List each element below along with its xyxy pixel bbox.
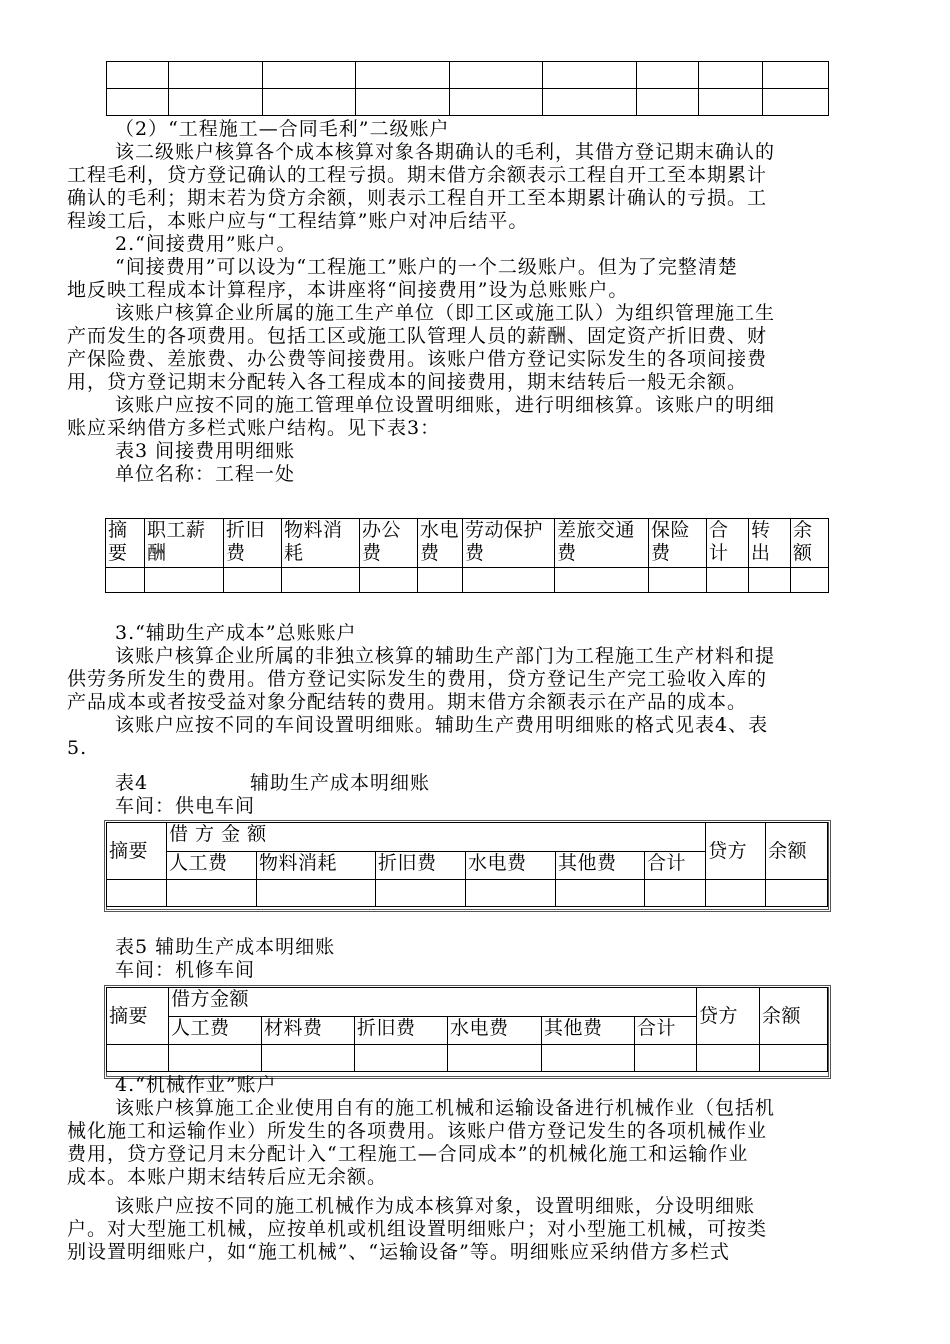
summary-header: 摘要 <box>107 823 167 880</box>
continued-table <box>106 61 829 116</box>
table3-indirect-cost <box>105 518 829 593</box>
paragraph-line: “间接费用”可以设为“工程施工”账户的一个二级账户。但为了完整清楚 <box>115 256 738 278</box>
header-cell: 合计 <box>707 519 749 568</box>
header-cell: 其他费 <box>542 1016 635 1045</box>
paragraph-line: 别设置明细账户，如“施工机械”、“运输设备”等。明细账应采纳借方多栏式 <box>67 1241 730 1263</box>
table-row <box>107 89 829 116</box>
paragraph-line: 程竣工后，本账户应与“工程结算”账户对冲后结平。 <box>67 210 529 232</box>
paragraph-line: 成本。本账户期末结转后应无余额。 <box>67 1166 388 1188</box>
table4-workshop: 车间：供电车间 <box>115 795 256 817</box>
paragraph-line: 确认的毛利；期末若为贷方余额，则表示工程自开工至本期累计确认的亏损。工 <box>67 187 768 209</box>
header-cell: 合计 <box>635 1016 697 1045</box>
balance-header: 余额 <box>766 823 828 880</box>
table-row <box>107 880 828 907</box>
header-cell: 余额 <box>791 519 829 568</box>
paragraph-line: 该账户应按不同的车间设置明细账。辅助生产费用明细账的格式见表4、表 <box>115 714 769 736</box>
table5-aux-cost-repair <box>106 987 828 1072</box>
header-cell: 人工费 <box>167 851 257 880</box>
paragraph-line <box>67 1264 850 1287</box>
header-cell: 摘要 <box>106 519 145 568</box>
header-cell: 其他费 <box>556 851 645 880</box>
header-cell: 物料消耗 <box>282 519 360 568</box>
paragraph-line: 产品成本或者按受益对象分配结转的费用。期末借方余额表示在产品的成本。 <box>67 691 748 713</box>
credit-header: 贷方 <box>697 988 760 1045</box>
header-cell: 合计 <box>645 851 706 880</box>
paragraph-line: 地反映工程成本计算程序，本讲座将“间接费用”设为总账账户。 <box>67 279 629 301</box>
text-block-c <box>67 1074 850 1287</box>
table4-caption-number: 表4 <box>115 772 149 794</box>
paragraph-line: 5. <box>67 737 88 759</box>
debit-amount-header: 借方金额 <box>169 988 697 1017</box>
table-header-row <box>106 519 829 568</box>
subheading-indirect-cost: 2.“间接费用”账户。 <box>115 233 297 255</box>
table5-workshop: 车间：机修车间 <box>115 959 256 981</box>
paragraph-line: 产而发生的各项费用。包括工区或施工队管理人员的薪酬、固定资产折旧费、财 <box>67 325 768 347</box>
header-cell: 职工薪酬 <box>145 519 224 568</box>
paragraph-line: 用，贷方登记期末分配转入各工程成本的间接费用，期末结转后一般无余额。 <box>67 371 748 393</box>
paragraph-line: 工程毛利，贷方登记确认的工程亏损。期末借方余额表示工程自开工至本期累计 <box>67 164 768 186</box>
header-cell: 差旅交通费 <box>555 519 649 568</box>
paragraph-line: 账应采纳借方多栏式账户结构。见下表3： <box>67 417 441 439</box>
header-cell: 水电费 <box>448 1016 542 1045</box>
subheading-contract-margin: （2）“工程施工—合同毛利”二级账户 <box>115 118 450 140</box>
header-cell: 水电费 <box>418 519 463 568</box>
header-cell: 人工费 <box>169 1016 262 1045</box>
subheading-machinery: 4.“机械作业”账户 <box>115 1074 277 1096</box>
paragraph-line: 该账户核算施工企业使用自有的施工机械和运输设备进行机械作业（包括机 <box>115 1097 776 1119</box>
table4-aux-cost-power <box>106 822 828 907</box>
header-cell: 保险费 <box>649 519 707 568</box>
header-cell: 折旧费 <box>376 851 466 880</box>
header-cell: 办公费 <box>360 519 418 568</box>
credit-header: 贷方 <box>706 823 766 880</box>
paragraph-line: 械化施工和运输作业）所发生的各项费用。该账户借方登记发生的各项机械作业 <box>67 1120 768 1142</box>
header-cell: 折旧费 <box>224 519 282 568</box>
text-block-a <box>67 118 850 486</box>
summary-header: 摘要 <box>107 988 169 1045</box>
table3-unit-name: 单位名称：工程一处 <box>115 463 296 485</box>
header-cell: 劳动保护费 <box>463 519 555 568</box>
paragraph-line: 该账户核算企业所属的非独立核算的辅助生产部门为工程施工生产材料和提 <box>115 645 776 667</box>
table-row <box>107 62 829 89</box>
debit-amount-header: 借 方 金 额 <box>167 823 706 852</box>
paragraph-line: 费用，贷方登记月末分配计入“工程施工—合同成本”的机械化施工和运输作业 <box>67 1143 749 1165</box>
paragraph-line: 产保险费、差旅费、办公费等间接费用。该账户借方登记实际发生的各项间接费 <box>67 348 768 370</box>
paragraph-line: 户。对大型施工机械，应按单机或机组设置明细账户；对小型施工机械，可按类 <box>67 1218 768 1240</box>
header-cell: 水电费 <box>466 851 556 880</box>
text-block-b <box>67 622 850 760</box>
table4-caption-title: 辅助生产成本明细账 <box>250 772 431 794</box>
paragraph-line: 该账户应按不同的施工管理单位设置明细账，进行明细核算。该账户的明细 <box>115 394 776 416</box>
paragraph-line: 供劳务所发生的费用。借方登记实际发生的费用，贷方登记生产完工验收入库的 <box>67 668 768 690</box>
table5-caption: 表5 辅助生产成本明细账 <box>115 936 336 958</box>
balance-header: 余额 <box>760 988 828 1045</box>
table-row <box>106 568 829 593</box>
subheading-aux-production: 3.“辅助生产成本”总账账户 <box>115 622 357 644</box>
paragraph-line: 该账户应按不同的施工机械作为成本核算对象，设置明细账，分设明细账 <box>115 1195 756 1217</box>
table-row <box>107 1045 828 1072</box>
header-cell: 物料消耗 <box>257 851 376 880</box>
paragraph-line: 该二级账户核算各个成本核算对象各期确认的毛利，其借方登记期末确认的 <box>115 141 776 163</box>
table3-caption: 表3 间接费用明细账 <box>115 440 296 462</box>
header-cell: 材料费 <box>262 1016 355 1045</box>
header-cell: 转出 <box>749 519 791 568</box>
header-cell: 折旧费 <box>355 1016 448 1045</box>
paragraph-line: 该账户核算企业所属的施工生产单位（即工区或施工队）为组织管理施工生 <box>115 302 776 324</box>
